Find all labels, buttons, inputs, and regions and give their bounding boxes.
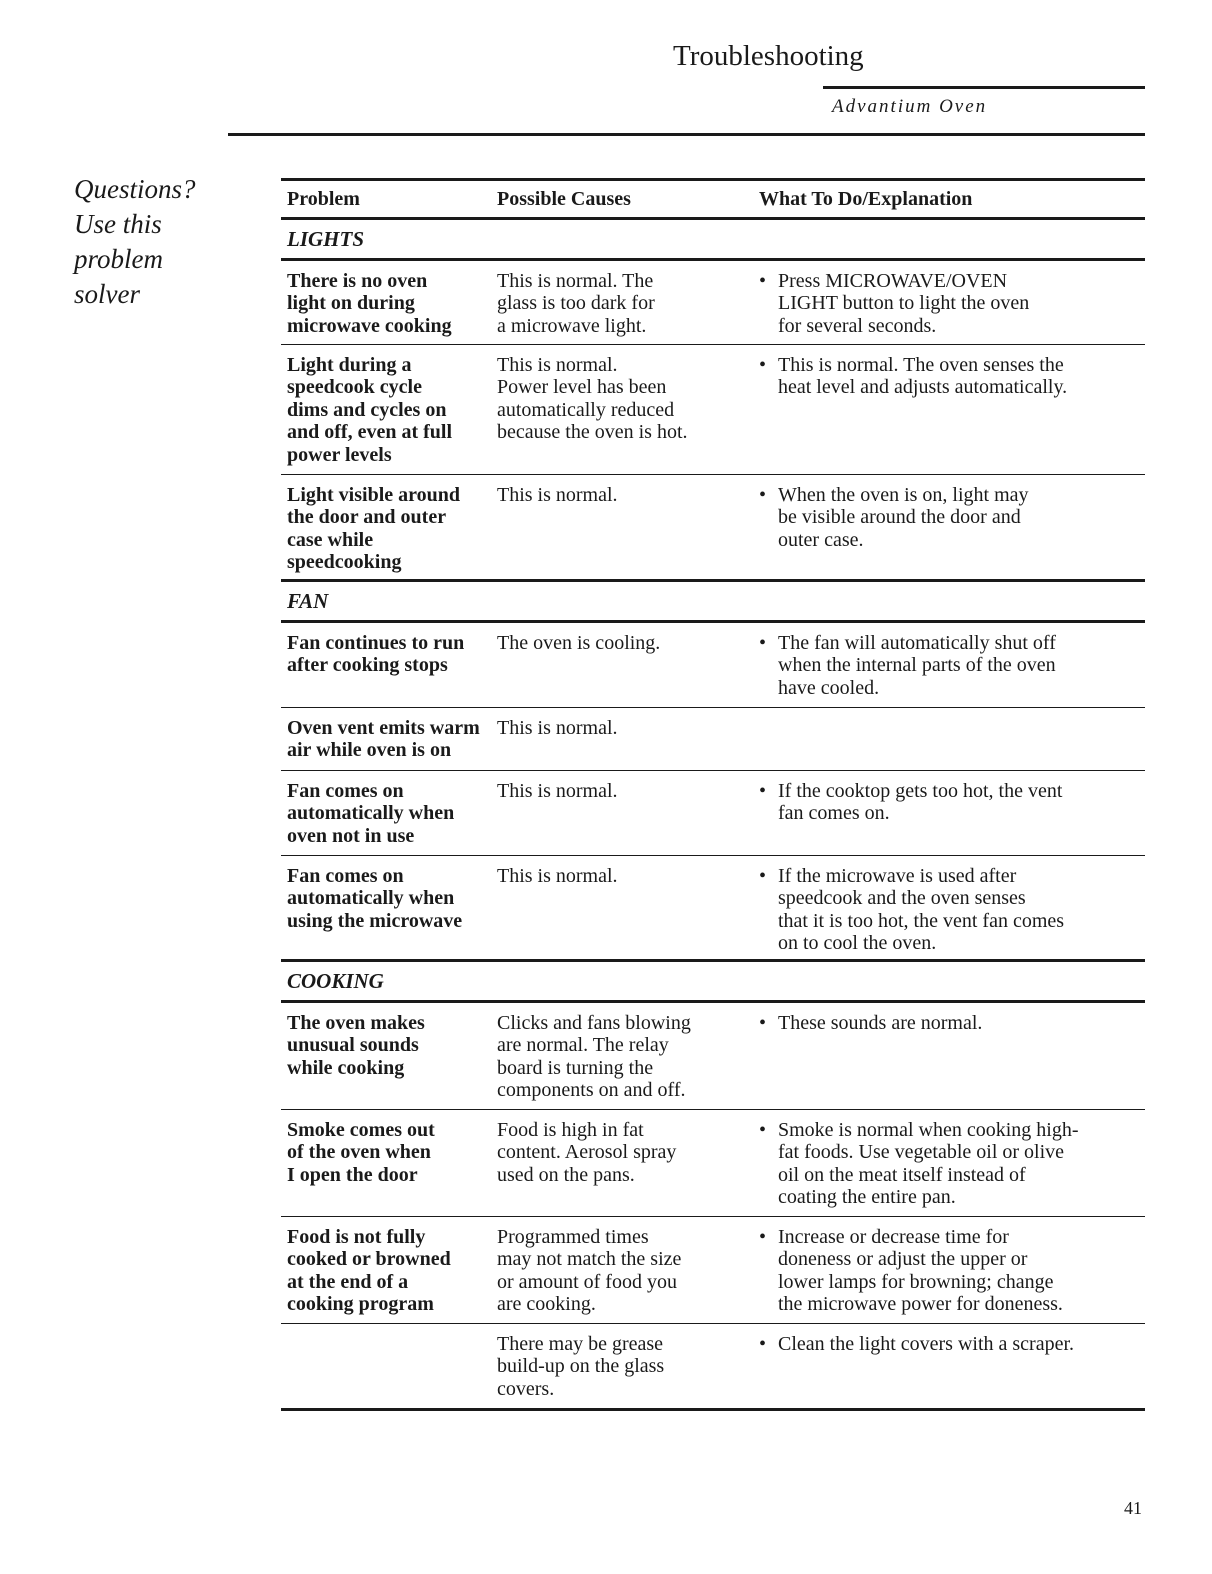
sidebar-line: Use this [74, 209, 162, 239]
problem-line: Oven vent emits warm [287, 717, 480, 739]
action-line: Smoke is normal when cooking high- [778, 1119, 1079, 1141]
bullet-icon: • [759, 484, 767, 506]
action-text [778, 865, 1145, 955]
cause-line: Clicks and fans blowing [497, 1012, 691, 1034]
bullet-icon: • [759, 1333, 767, 1355]
table-row [281, 475, 1145, 582]
action-line: fat foods. Use vegetable oil or olive [778, 1141, 1065, 1164]
cause-line: Power level has been [497, 376, 667, 399]
action-line: Clean the light covers with a scraper. [778, 1333, 1075, 1355]
action-line: The fan will automatically shut off [778, 632, 1056, 654]
problem-line: unusual sounds [287, 1034, 419, 1057]
problem-line: Fan continues to run [287, 632, 465, 654]
action-line: LIGHT button to light the oven [778, 292, 1030, 315]
problem-line: and off, even at full [287, 421, 452, 444]
cause-cell [497, 865, 759, 959]
table-row [281, 345, 1145, 475]
bullet-icon: • [759, 1119, 767, 1141]
troubleshooting-table [281, 178, 1145, 1411]
action-line: Increase or decrease time for [778, 1226, 1009, 1248]
action-text [778, 1119, 1145, 1209]
bullet-icon: • [759, 1012, 767, 1034]
cause-line: This is normal. [497, 354, 618, 376]
problem-cell [281, 780, 497, 855]
cause-line: The oven is cooling. [497, 632, 661, 654]
problem-line: Food is not fully [287, 1226, 426, 1248]
bullet-icon: • [759, 354, 767, 376]
action-text [778, 1012, 1145, 1034]
cause-cell [497, 1012, 759, 1109]
cause-line: components on and off. [497, 1079, 686, 1102]
section-title: FAN [287, 588, 329, 613]
cause-line: Programmed times [497, 1226, 649, 1248]
cause-cell [497, 354, 759, 474]
action-line: on to cool the oven. [778, 932, 937, 955]
action-cell [759, 1012, 1145, 1109]
cause-line: are normal. The relay [497, 1034, 669, 1057]
action-cell [759, 484, 1145, 579]
cause-line: a microwave light. [497, 314, 647, 337]
action-bullet-item [759, 484, 1145, 551]
action-cell [759, 270, 1145, 344]
table-row [281, 623, 1145, 708]
action-line: the microwave power for doneness. [778, 1293, 1063, 1316]
action-line: coating the entire pan. [778, 1186, 956, 1209]
problem-cell [281, 354, 497, 474]
problem-line: speedcook cycle [287, 376, 422, 399]
section-title: COOKING [287, 968, 384, 993]
action-bullet-item [759, 1226, 1145, 1316]
cause-cell [497, 270, 759, 344]
bullet-icon: • [759, 1226, 767, 1248]
bullet-icon: • [759, 632, 767, 654]
cause-cell [497, 780, 759, 855]
problem-cell [281, 270, 497, 344]
column-header-problem: Problem [287, 188, 360, 210]
title-rule [823, 86, 1145, 89]
bullet-icon: • [759, 865, 767, 887]
action-line: for several seconds. [778, 314, 937, 337]
problem-cell [281, 865, 497, 959]
action-bullet-item [759, 270, 1145, 337]
problem-line: The oven makes [287, 1012, 425, 1034]
table-row [281, 708, 1145, 771]
problem-line: Light during a [287, 354, 412, 376]
action-cell [759, 717, 1145, 770]
action-line: doneness or adjust the upper or [778, 1248, 1028, 1271]
cause-line: This is normal. [497, 717, 618, 739]
cause-line: or amount of food you [497, 1270, 677, 1293]
action-line: outer case. [778, 528, 864, 551]
problem-cell [281, 717, 497, 770]
action-cell [759, 865, 1145, 959]
action-text [778, 1226, 1145, 1316]
problem-line: Fan comes on [287, 780, 404, 802]
cause-line: This is normal. [497, 484, 618, 506]
action-text [778, 484, 1145, 551]
problem-cell [281, 1012, 497, 1109]
action-line: If the cooktop gets too hot, the vent [778, 780, 1063, 802]
action-cell [759, 354, 1145, 474]
action-bullet-item [759, 1119, 1145, 1209]
section-row [281, 582, 1145, 623]
problem-line: Light visible around [287, 484, 461, 506]
cause-line: content. Aerosol spray [497, 1141, 677, 1164]
problem-line: using the microwave [287, 909, 463, 932]
problem-cell [281, 1119, 497, 1216]
problem-line: There is no oven [287, 270, 428, 292]
action-text [778, 354, 1145, 399]
action-line: If the microwave is used after [778, 865, 1017, 887]
problem-line: oven not in use [287, 824, 415, 847]
action-line: fan comes on. [778, 802, 890, 825]
action-bullet-item [759, 865, 1145, 955]
action-bullet-item [759, 354, 1145, 399]
problem-line: while cooking [287, 1056, 405, 1079]
problem-line: cooked or browned [287, 1248, 451, 1271]
sidebar-line: Questions? [74, 174, 196, 204]
cause-line: There may be grease [497, 1333, 664, 1355]
problem-line: Smoke comes out [287, 1119, 435, 1141]
action-cell [759, 632, 1145, 707]
table-body [281, 220, 1145, 1411]
cause-cell [497, 1119, 759, 1216]
action-line: oil on the meat itself instead of [778, 1163, 1026, 1186]
problem-line: the door and outer [287, 506, 447, 529]
sidebar-caption [74, 172, 234, 312]
action-line: when the internal parts of the oven [778, 654, 1056, 677]
action-line: that it is too hot, the vent fan comes [778, 909, 1065, 932]
action-line: Press MICROWAVE/OVEN [778, 270, 1008, 292]
action-bullet-item [759, 1333, 1145, 1355]
action-line: heat level and adjusts automatically. [778, 376, 1068, 399]
section-title: LIGHTS [287, 226, 365, 251]
action-text [778, 780, 1145, 825]
page-title: Troubleshooting [673, 40, 864, 72]
cause-line: glass is too dark for [497, 292, 655, 315]
sidebar-line: solver [74, 279, 140, 309]
cause-line: build-up on the glass [497, 1355, 665, 1378]
cause-line: This is normal. [497, 865, 618, 887]
action-line: These sounds are normal. [778, 1012, 983, 1034]
action-text [778, 1333, 1145, 1355]
cause-line: This is normal. The [497, 270, 654, 292]
table-row [281, 1217, 1145, 1324]
action-line: speedcook and the oven senses [778, 887, 1026, 910]
problem-line: air while oven is on [287, 739, 452, 762]
table-row [281, 1324, 1145, 1411]
cause-line: may not match the size [497, 1248, 682, 1271]
problem-cell [281, 1333, 497, 1408]
sidebar-line: problem [74, 244, 163, 274]
problem-line: at the end of a [287, 1270, 409, 1293]
cause-cell [497, 717, 759, 770]
action-line: lower lamps for browning; change [778, 1270, 1054, 1293]
table-row [281, 1110, 1145, 1217]
header-rule [228, 133, 1145, 136]
action-line: When the oven is on, light may [778, 484, 1029, 506]
cause-line: used on the pans. [497, 1163, 635, 1186]
problem-line: speedcooking [287, 551, 402, 574]
action-bullet-item [759, 1012, 1145, 1034]
problem-line: automatically when [287, 887, 455, 910]
cause-line: are cooking. [497, 1293, 596, 1316]
table-row [281, 771, 1145, 856]
problem-line: light on during [287, 292, 415, 315]
page-subtitle: Advantium Oven [832, 96, 988, 117]
action-text [778, 632, 1145, 699]
cause-cell [497, 632, 759, 707]
column-header-causes: Possible Causes [497, 188, 631, 210]
table-row [281, 856, 1145, 962]
problem-line: I open the door [287, 1163, 418, 1186]
cause-cell [497, 1226, 759, 1323]
action-text [778, 270, 1145, 337]
table-header-row [281, 181, 1145, 220]
cause-line: covers. [497, 1377, 555, 1400]
action-cell [759, 1226, 1145, 1323]
problem-line: microwave cooking [287, 314, 452, 337]
action-bullet-item [759, 632, 1145, 699]
action-line: This is normal. The oven senses the [778, 354, 1064, 376]
problem-line: after cooking stops [287, 654, 448, 677]
action-cell [759, 1119, 1145, 1216]
problem-line: of the oven when [287, 1141, 431, 1164]
problem-line: Fan comes on [287, 865, 404, 887]
problem-cell [281, 484, 497, 579]
problem-line: dims and cycles on [287, 398, 447, 421]
problem-line: power levels [287, 443, 392, 466]
problem-line: cooking program [287, 1293, 434, 1316]
cause-cell [497, 1333, 759, 1408]
page-number: 41 [1124, 1498, 1142, 1518]
action-cell [759, 780, 1145, 855]
column-header-action: What To Do/Explanation [759, 188, 973, 210]
problem-line: case while [287, 528, 374, 551]
problem-cell [281, 1226, 497, 1323]
action-line: have cooled. [778, 676, 880, 699]
bullet-icon: • [759, 780, 767, 802]
cause-line: This is normal. [497, 780, 618, 802]
section-row [281, 962, 1145, 1003]
action-bullet-item [759, 780, 1145, 825]
cause-line: because the oven is hot. [497, 421, 688, 444]
cause-line: board is turning the [497, 1056, 654, 1079]
section-row [281, 220, 1145, 261]
problem-cell [281, 632, 497, 707]
action-line: be visible around the door and [778, 506, 1021, 529]
cause-cell [497, 484, 759, 579]
table-row [281, 1003, 1145, 1110]
cause-line: automatically reduced [497, 398, 675, 421]
bullet-icon: • [759, 270, 767, 292]
action-cell [759, 1333, 1145, 1408]
table-row [281, 261, 1145, 345]
problem-line: automatically when [287, 802, 455, 825]
cause-line: Food is high in fat [497, 1119, 644, 1141]
